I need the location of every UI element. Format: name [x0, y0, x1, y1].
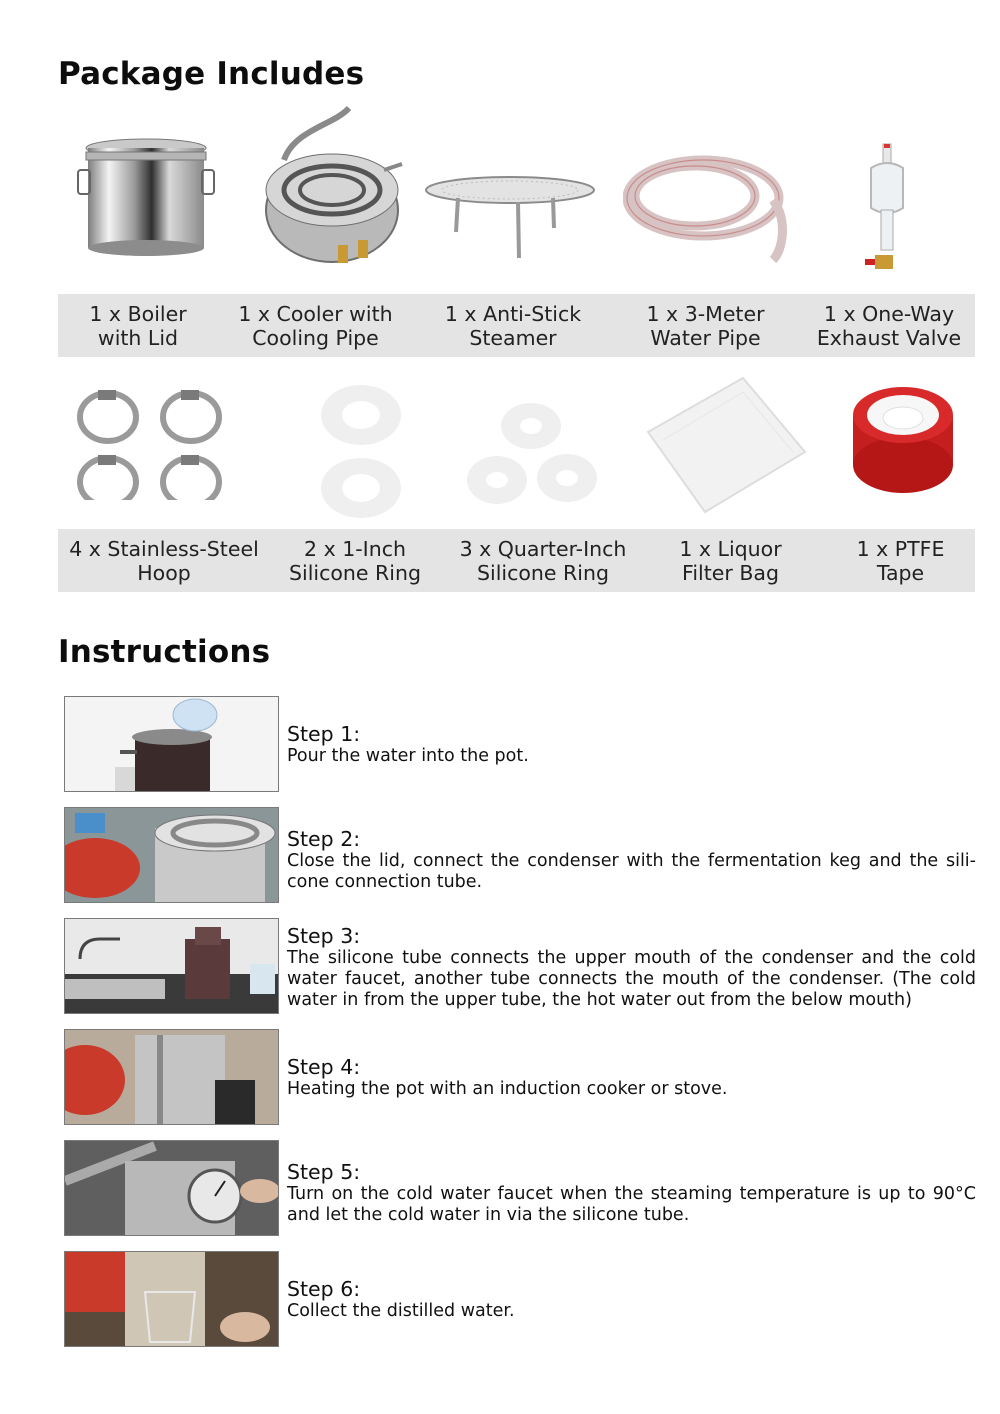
package-row1-captions	[58, 294, 975, 357]
instruction-step-4	[64, 1029, 976, 1125]
caption-1-inch-ring: 2 x 1-Inch Silicone Ring	[289, 536, 421, 585]
ptfe-tape-icon	[848, 370, 958, 500]
step-4-body: Heating the pot with an induction cooker or stove.	[287, 1079, 728, 1099]
silicone-ring-icon	[316, 370, 406, 520]
steamer-rack-icon	[423, 100, 598, 280]
exhaust-valve-icon	[843, 100, 933, 280]
step-2-photo	[64, 807, 279, 903]
package-row1-images	[58, 100, 975, 292]
cooler-coil-icon	[254, 100, 404, 280]
instruction-step-2	[64, 807, 976, 903]
package-row2-captions	[58, 529, 975, 592]
step-6-photo	[64, 1251, 279, 1347]
boiler-pot-icon	[76, 100, 216, 280]
instruction-step-5	[64, 1140, 976, 1236]
caption-quarter-inch-ring: 3 x Quarter-Inch Silicone Ring	[459, 536, 627, 585]
package-row2-images	[58, 370, 975, 520]
step-6-title: Step 6:	[287, 1277, 361, 1301]
step-1-photo	[64, 696, 279, 792]
caption-cooler: 1 x Cooler with Cooling Pipe	[238, 301, 393, 350]
step-3-title: Step 3:	[287, 924, 361, 948]
instruction-step-6	[64, 1251, 976, 1347]
caption-boiler: 1 x Boiler with Lid	[89, 301, 187, 350]
step-3-body: The silicone tube connects the upper mouth of the condenser and the cold water faucet, another tube connects the mouth of the condenser. (The cold water in from the upper tube, the hot water out from the below mouth)	[287, 948, 976, 1010]
caption-ptfe-tape: 1 x PTFE Tape	[856, 536, 945, 585]
step-4-title: Step 4:	[287, 1055, 361, 1079]
step-2-title: Step 2:	[287, 827, 361, 851]
caption-hoop: 4 x Stainless-Steel Hoop	[69, 536, 259, 585]
instruction-step-1	[64, 696, 976, 792]
caption-exhaust-valve: 1 x One-Way Exhaust Valve	[816, 301, 962, 350]
caption-filter-bag: 1 x Liquor Filter Bag	[679, 536, 782, 585]
step-3-photo	[64, 918, 279, 1014]
water-pipe-icon	[623, 100, 793, 280]
small-silicone-ring-icon	[463, 370, 603, 520]
step-1-body: Pour the water into the pot.	[287, 746, 529, 766]
package-includes-title: Package Includes	[58, 56, 365, 92]
filter-bag-icon	[643, 370, 808, 520]
instructions-title: Instructions	[58, 634, 271, 670]
caption-steamer: 1 x Anti-Stick Steamer	[444, 301, 582, 350]
hose-clamp-icon	[66, 370, 226, 500]
step-1-title: Step 1:	[287, 722, 361, 746]
step-2-body: Close the lid, connect the condenser with the fermentation keg and the sili-cone connection tube.	[287, 851, 976, 892]
step-6-body: Collect the distilled water.	[287, 1301, 515, 1321]
instruction-step-3	[64, 918, 976, 1014]
step-5-title: Step 5:	[287, 1160, 361, 1184]
caption-water-pipe: 1 x 3-Meter Water Pipe	[646, 301, 765, 350]
step-5-body: Turn on the cold water faucet when the steaming temperature is up to 90°C and let the cold water in via the silicone tube.	[287, 1184, 976, 1225]
step-5-photo	[64, 1140, 279, 1236]
step-4-photo	[64, 1029, 279, 1125]
